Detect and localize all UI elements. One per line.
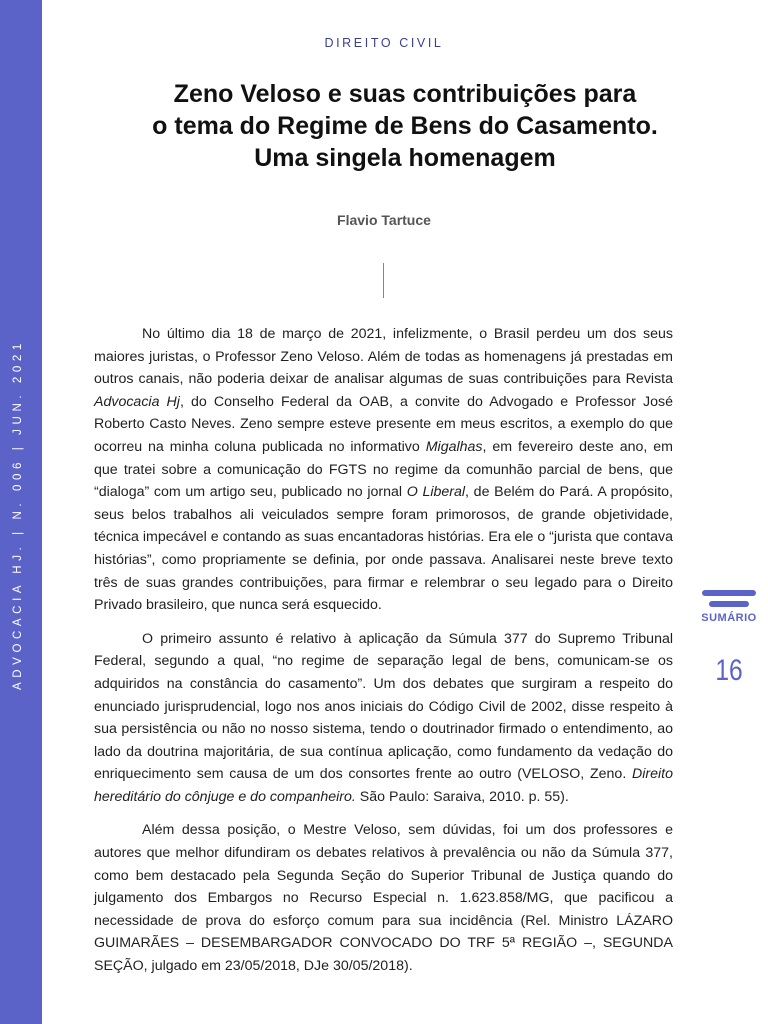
paragraph-2: O primeiro assunto é relativo à aplicação da Súmula 377 do Supremo Tribunal Federal, segundo a qual, “no regime de separação legal de bens, comunicam-se os adquiridos na constância do casamento”. Um dos debates que surgiram a respeito do enunciado jurisprudencial, logo nos anos iniciais do Código Civil de 2002, disse respeito à sua persistência ou não no nosso sistema, tendo o doutrinador firmado o entendimento, ao lado da doutrina majoritária, de sua contínua aplicação, como fundamento da vedação do enriquecimento sem causa de um dos consortes frente ao outro (VELOSO, Zeno. Direito hereditário do cônjuge e do companheiro. São Paulo: Saraiva, 2010. p. 55).	[94, 630, 673, 805]
page-number: 16	[715, 654, 743, 687]
title-divider	[383, 263, 384, 298]
journal-issue-label: ADVOCACIA HJ. | N. 006 | JUN. 2021	[12, 339, 24, 690]
section-label: DIREITO CIVIL	[324, 36, 444, 50]
title-line-2: o tema do Regime de Bens do Casamento.	[152, 112, 658, 140]
paragraph-3: Além dessa posição, o Mestre Veloso, sem dúvidas, foi um dos professores e autores que melhor difundiram os debates relativos à prevalência ou não da Súmula 377, como bem destacado pela Segunda Seção do Superior Tribunal de Justiça quando do julgamento dos Embargos no Recurso Especial n. 1.623.858/MG, que pacificou a necessidade de prova do esforço comum para sua incidência (Rel. Ministro LÁZARO GUIMARÃES – DESEMBARGADOR CONVOCADO DO TRF 5ª REGIÃO –, SEGUNDA SEÇÃO, julgado em 23/05/2018, DJe 30/05/2018).	[94, 822, 673, 975]
left-sidebar-band	[0, 0, 42, 1024]
paragraph-1: No último dia 18 de março de 2021, infelizmente, o Brasil perdeu um dos seus maiores juristas, o Professor Zeno Veloso. Além de todas as homenagens já prestadas em outros canais, não poderia deixar de analisar algumas de suas contribuições para Revista Advocacia Hj, do Conselho Federal da OAB, a convite do Advogado e Professor José Roberto Casto Neves. Zeno sempre esteve presente em meus escritos, a exemplo do que ocorreu na minha coluna publicada no informativo Migalhas, em fevereiro deste ano, em que tratei sobre a comunicação do FGTS no regime da comunhão parcial de bens, que “dialoga” com um artigo seu, publicado no jornal O Liberal, de Belém do Pará. A propósito, seus belos trabalhos ali veiculados sempre foram primorosos, de grande objetividade, técnica impecável e contando as suas encantadoras histórias. Era ele o “jurista que contava histórias”, como propriamente se definia, por onde passava. Analisarei neste breve texto três de suas grandes contribuições, para firmar e relembrar o seu legado para o Direito Privado brasileiro, que nunca será esquecido.	[94, 326, 673, 614]
article-body	[94, 323, 673, 989]
menu-lines-icon	[700, 590, 758, 607]
author-name: Flavio Tartuce	[337, 212, 431, 228]
title-line-1: Zeno Veloso e suas contribuições para	[173, 80, 637, 108]
sumario-button[interactable]	[700, 590, 758, 624]
title-line-3: Uma singela homenagem	[254, 144, 556, 172]
sumario-label: SUMÁRIO	[701, 612, 757, 624]
article-title	[80, 78, 730, 174]
